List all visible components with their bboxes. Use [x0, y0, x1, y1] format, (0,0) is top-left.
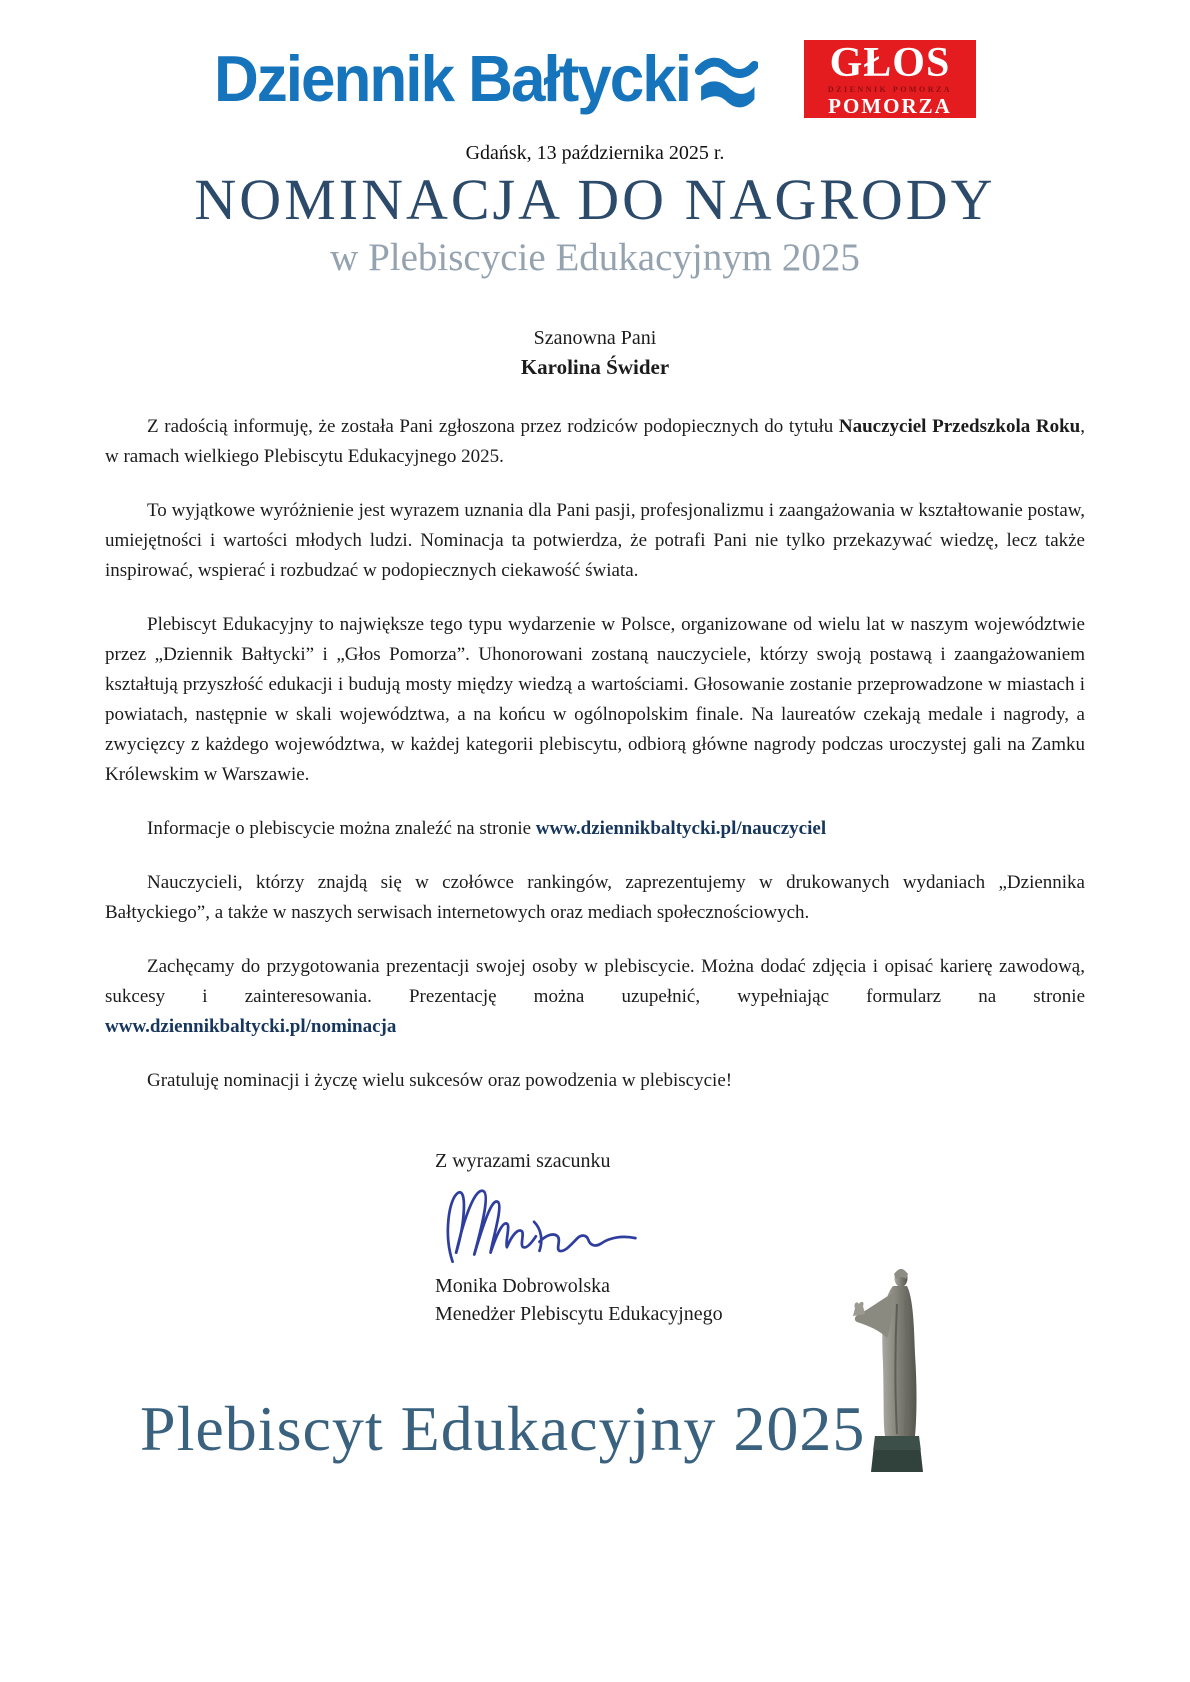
plebiscite-info-link[interactable]: www.dziennikbaltycki.pl/nauczyciel	[535, 817, 827, 839]
body-paragraph-4	[105, 814, 1085, 844]
body-paragraph-1	[105, 412, 1085, 472]
salutation-block	[0, 325, 1190, 382]
paragraph-text: Informacje o plebiscycie można znaleźć na stronie	[147, 817, 536, 839]
award-title-bold: Nauczyciel Przedszkola Roku	[838, 415, 1081, 437]
signoff-block	[435, 1148, 1190, 1328]
paragraph-text: Z radością informuję, że została Pani zgłoszona przez rodziców podopiecznych do tytułu	[147, 415, 839, 437]
dateline: Gdańsk, 13 października 2025 r.	[465, 142, 725, 164]
paragraph-text: , w ramach wielkiego Plebiscytu Edukacyjnego 2025.	[105, 415, 1085, 467]
glos-pomorza-logo-top: GŁOS	[829, 39, 951, 86]
paragraph-text: Zachęcamy do przygotowania prezentacji swojej osoby w plebiscycie. Można dodać zdjęcia i opisać karierę zawodową, sukcesy i zainteresowania. Prezentację można uzupełnić, wypełniając formularz na stronie	[105, 955, 1085, 1007]
page-subtitle: w Plebiscycie Edukacyjnym 2025	[330, 235, 860, 279]
signatory-role: Menedżer Plebiscytu Edukacyjnego	[435, 1302, 723, 1325]
body-paragraph-7: Gratuluję nominacji i życzę wielu sukcesów oraz powodzenia w plebiscycie!	[147, 1069, 733, 1091]
letter-body	[105, 412, 1085, 1096]
body-paragraph-6	[105, 952, 1085, 1042]
dziennik-baltycki-logo	[214, 44, 758, 115]
body-paragraph-5: Nauczycieli, którzy znajdą się w czołówce rankingów, zaprezentujemy w drukowanych wydaniach „Dziennika Bałtyckiego”, a także w naszych serwisach internetowych oraz mediach społecznościowych.	[105, 871, 1085, 923]
wave-flag-icon	[694, 55, 758, 113]
page-title: NOMINACJA DO NAGRODY	[194, 167, 996, 232]
salutation-line: Szanowna Pani	[533, 326, 657, 349]
footer-title: Plebiscyt Edukacyjny 2025	[140, 1393, 866, 1464]
body-paragraph-2: To wyjątkowe wyróżnienie jest wyrazem uznania dla Pani pasji, profesjonalizmu i zaangażowania w kształtowanie postaw, umiejętności i wartości młodych ludzi. Nominacja ta potwierdza, że potrafi Pani nie tylko przekazywać wiedzę, lecz także inspirować, wspierać i rozbudzać w podopiecznych ciekawość świata.	[105, 499, 1085, 581]
closing-line: Z wyrazami szacunku	[435, 1149, 611, 1172]
glos-pomorza-logo	[804, 40, 976, 118]
signatory-name: Monika Dobrowolska	[435, 1274, 610, 1297]
award-statuette-image	[845, 1264, 945, 1479]
nomination-form-link[interactable]: www.dziennikbaltycki.pl/nominacja	[105, 1015, 397, 1037]
header	[0, 0, 1190, 118]
body-paragraph-3: Plebiscyt Edukacyjny to największe tego typu wydarzenie w Polsce, organizowane od wielu lat w naszym województwie przez „Dziennik Bałtycki” i „Głos Pomorza”. Uhonorowani zostaną nauczyciele, którzy swoją postawą i zaangażowaniem kształtują przyszłość edukacji i budują mosty między wiedzą a wartościami. Głosowanie zostanie przeprowadzone w miastach i powiatach, następnie w skali województwa, a na końcu w ogólnopolskim finale. Na laureatów czekają medale i nagrody, a zwycięzcy z każdego województwa, w każdej kategorii plebiscytu, odbiorą główne nagrody podczas uroczystej gali na Zamku Królewskim w Warszawie.	[105, 613, 1085, 785]
dziennik-baltycki-logo-text: Dziennik Bałtycki	[214, 43, 690, 115]
glos-pomorza-logo-middle: DZIENNIK POMORZA	[827, 84, 953, 94]
glos-pomorza-logo-bottom: POMORZA	[828, 93, 952, 118]
handwritten-signature	[429, 1182, 659, 1268]
recipient-name: Karolina Świder	[520, 354, 670, 379]
